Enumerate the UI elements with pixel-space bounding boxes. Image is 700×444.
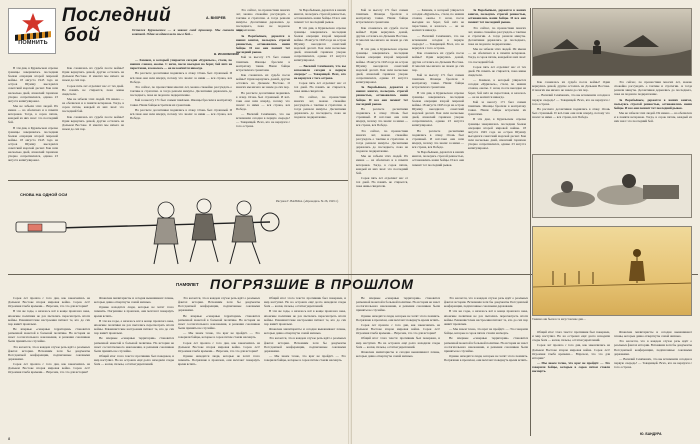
pamphlet-column-4 bbox=[264, 296, 346, 436]
photo-soldiers-rest bbox=[532, 154, 692, 218]
text-column-4 bbox=[236, 8, 290, 176]
paragraph: Однако находятся люди, которые не хотят этого помнить. Погрязшие в прошлом, они мечтают повернуть время вспять. bbox=[444, 353, 528, 363]
center-fold bbox=[348, 0, 352, 444]
photo-soldiers-field bbox=[532, 8, 692, 76]
paragraph: В эти же годы, а началось всё в конце прошлого века, японские политики не раз пытались пересмотреть итоги войны. Реваншистские настроения питают те, кто до сих пор живёт прошлым. bbox=[264, 309, 346, 326]
paragraph: Японские милитаристы и сегодня вынашивают планы, которые давно отвергнуты самой жизнью. bbox=[94, 296, 174, 305]
paragraph: Однако находятся люди, которые не хотят этого помнить. Погрязшие в прошлом, они мечтают повернуть время вспять. bbox=[356, 313, 440, 322]
pamphlet-title: ПОГРЯЗШИЕ В ПРОШЛОМ bbox=[210, 276, 414, 292]
paragraph: Не впервые «северные территории» становятся разменной монетой в большой политике. Но история не знает сослагательного наклонения, и решения союзников были приняты не случайно. bbox=[8, 327, 90, 344]
column-rule bbox=[530, 8, 531, 436]
paragraph: Это касается, что в каждом случае речь идёт о реальных фактах истории. Вспомним хотя бы документы Потсдамской конференции, подписанные союзными державами. bbox=[8, 344, 90, 361]
photo-landing-drawing bbox=[533, 227, 692, 316]
paragraph: Это сейчас, по прошествии многих лет, можно спокойно рассуждать о тактике и стратегии. А тогда решали минуты. Десантники держались до последнего, пока не подошло подкрепление. bbox=[614, 80, 692, 97]
text-column-1 bbox=[8, 66, 58, 176]
text-column-8 bbox=[468, 8, 526, 270]
paragraph: Однако находятся люди, которые не хотят этого помнить. Погрязшие в прошлом, они мечтают повернуть время вспять. bbox=[94, 305, 174, 318]
paragraph: В эти дни, в Курильском отрезке границы завершилась последняя боевая операция второй мировой войны. 18 августа 1945 года на остров Шумшу высадился советский морской десант. Бои шли несколько дней, японский гарнизон упорно сопротивлялся, однако 23 августа капитулировал. bbox=[356, 47, 408, 84]
paragraph: — Мы знаем точно, что враг не пройдёт. — Это говорили бойцы, которые в сорок пятом стояли насмерть. bbox=[178, 331, 260, 340]
paragraph: Это касается, что в каждом случае речь идёт о реальных фактах истории. Вспомним хотя бы документы Потсдамской конференции, подписанные союзными державами. bbox=[444, 296, 528, 309]
paragraph: — Камнем, в который упирается сегодня «Курильск», стали, по нашим словам, окопы. С ночи, после высадки на берег, бой шёл не переставая, и казалось — он не кончится никогда. bbox=[412, 8, 464, 33]
photo-landing-sepia bbox=[532, 226, 692, 316]
paragraph: Как сложилась их судьба после войны? Одни вернулись домой, другие остались на Дальнем Востоке. О многих мы ничего не знаем до сих пор. bbox=[532, 80, 610, 93]
paragraph: Мы не забыли этих людей. Их имена — на обелисках и в памяти ветеранов. Тогда, в сорок пятом, каждый из них знал: это последний бой. bbox=[468, 47, 526, 64]
paragraph: В эти дни, в Курильском отрезке границы завершилась последняя боевая операция второй мировой войны. 18 августа 1945 года на остров Шумшу высадился советский морской десант. Бои шли несколько дней, японский гарнизон упорно сопротивлялся, однако 23 августа капитулировал. bbox=[8, 125, 58, 163]
pamphlet-author: Ю. БАНДУРА bbox=[640, 432, 662, 436]
text-column-6 bbox=[356, 8, 408, 270]
cartoon-label: СНОВА НА ОДНОЙ ОСИ bbox=[20, 192, 68, 197]
paragraph: — Камнем, в который упирается сегодня «Курильск», стали, по нашим словам, окопы. С ночи, после высадки на берег, бой шёл не переставая, и казалось — он не кончится никогда. bbox=[468, 78, 526, 99]
paragraph: В эти же годы, а началось всё в конце прошлого века, японские политики не раз пытались пересмотреть итоги войны. Реваншистские настроения питают те, кто до сих пор живёт прошлым. bbox=[94, 318, 174, 336]
photo-caption: Такими они были в те августовские дни… bbox=[532, 317, 587, 321]
paragraph: — Камнем, в который упирается сегодня «Курильск», стали, по нашим словам, окопы. С ночи, после высадки на берег, бой шёл не переставая, и казалось — он не кончится никогда. bbox=[130, 58, 232, 71]
epigraph-text: Остался Курильским — я заявил свой приговор. Мы сказали это клятвой. Один за одним шли мы в бой… bbox=[132, 28, 242, 37]
text-column-3 bbox=[130, 58, 232, 176]
paragraph: Сорок пять лет отделяют нас от тех дней. Но память не стирается, пока живы свидетели. bbox=[468, 64, 526, 77]
paragraph: В эти дни, в Курильском отрезке границы завершилась последняя боевая операция второй мировой войны. 18 августа 1945 года на остров Шумшу высадился советский морской десант. Бои шли несколько дней, японский гарнизон упорно сопротивлялся, однако 23 августа капитулировал. bbox=[412, 90, 464, 128]
paragraph: Бой за высоту 171 был самым тяжёлым. Японцы бросили в контратаку танки. Наши бойцы встретили их гранатами. bbox=[356, 8, 408, 25]
text-column-7 bbox=[412, 8, 464, 270]
paragraph: Это сейчас, по прошествии многих лет, можно спокойно рассуждать о тактике и стратегии. А тогда решали минуты. Десантники держались до последнего, пока не подошло подкрепление. bbox=[294, 94, 346, 120]
pamphlet-column-1 bbox=[8, 296, 90, 436]
rubric-badge bbox=[8, 8, 56, 54]
paragraph: Сорок лет прошло с того дня, как закончились на Дальнем Востоке вторая мировая война. Сорок лет! Огромная глыба времени… Впрочем, что это для истории? bbox=[532, 343, 610, 360]
paragraph: Общий итог этого текста: противник был повержен, и мир наступил. Но на островах ещё долго находили следы боёв — каски, гильзы, остатки укреплений. bbox=[264, 296, 346, 309]
paragraph: На рассвете десантники поднялись в атаку. Огонь был страшный. И всё-таки они шли вперёд, потому что знали: за ними — вся страна, вся Победа. bbox=[356, 106, 408, 128]
paragraph: Японские милитаристы и сегодня вынашивают планы, которые давно отвергнуты самой жизнью. bbox=[264, 327, 346, 336]
paragraph: В эти же годы, а началось всё в конце прошлого века, японские политики не раз пытались пересмотреть итоги войны. Реваншистские настроения питают те, кто до сих пор живёт прошлым. bbox=[444, 309, 528, 326]
paragraph: В эти дни, в Курильском отрезке границы завершилась последняя боевая операция второй мировой войны. 18 августа 1945 года на остров Шумшу высадился советский морской десант. Бои шли несколько дней, японский гарнизон упорно сопротивлялся, однако 23 августа капитулировал. bbox=[294, 25, 346, 63]
paragraph: Сорок пять лет отделяют нас от тех дней. Но память не стирается, пока живы свидетели. bbox=[294, 81, 346, 94]
cartoon-snova-na-odnoi-osi bbox=[8, 184, 346, 272]
paragraph: — Василий Семёнович, что вы вспомнили сегодня в первую очередь? — Товарищей. Всех, кто не вернулся с того острова. bbox=[614, 356, 692, 370]
paragraph: Не впервые «северные территории» становятся разменной монетой в большой политике. Но история не знает сослагательного наклонения, и решения союзников были приняты не случайно. bbox=[178, 313, 260, 330]
paragraph: Бой за высоту 171 был самым тяжёлым. Японцы бросили в контратаку танки. Наши бойцы встретили их гранатами. bbox=[468, 99, 526, 117]
paragraph: Сорок пять лет отделяют нас от тех дней. Но память не стирается, пока живы свидетели. bbox=[62, 83, 124, 96]
paragraph: За Воробьёвым, держатся в наших книгах, пользуясь строгой ревностью, остановились наши бойцы. И все они помнят тот последний рывок. bbox=[614, 97, 692, 110]
paragraph: Сорок лет прошло с того дня, как закончились на Дальнем Востоке вторая мировая война. Сорок лет! Огромная глыба времени… Впрочем, что это для истории? bbox=[178, 340, 260, 353]
article-byline: А. ВИХРЕВ bbox=[206, 16, 226, 20]
photo-field-drawing bbox=[533, 9, 692, 76]
pamphlet-column-5 bbox=[356, 296, 440, 436]
paragraph: Бой за высоту 171 был самым тяжёлым. Японцы бросили в контратаку танки. Наши бойцы встретили их гранатами. bbox=[236, 55, 290, 72]
paragraph: За Воробьёвым, держатся в наших книгах, пользуясь строгой ревностью, остановились наши бойцы. И все они помнят тот последний рывок. bbox=[468, 8, 526, 25]
page-number: 8 bbox=[8, 436, 11, 441]
paragraph: Бой за высоту 171 был самым тяжёлым. Японцы бросили в контратаку танки. Наши бойцы встретили их гранатами. bbox=[130, 98, 232, 107]
text-column-9 bbox=[532, 80, 610, 150]
text-column-10 bbox=[614, 80, 692, 150]
paragraph: — Василий Семёнович, что вы вспомнили сегодня в первую очередь? — Товарищей. Всех, кто не вернулся с того острова. bbox=[236, 112, 290, 129]
paragraph: За Воробьёвым, держатся в наших книгах, пользуясь строгой ревностью, остановились наши бойцы. И все они помнят тот последний рывок. bbox=[412, 150, 464, 167]
paragraph: Это касается, что в каждом случае речь идёт о реальных фактах истории. Вспомним хотя бы документы Потсдамской конференции, подписанные союзными державами. bbox=[264, 336, 346, 353]
pamphlet-column-8 bbox=[614, 330, 692, 430]
paragraph: Японские милитаристы и сегодня вынашивают планы, которые давно отвергнуты самой жизнью. bbox=[356, 349, 440, 358]
article-kicker: ПАМФЛЕТ bbox=[176, 282, 199, 287]
paragraph: Не впервые «северные территории» становятся разменной монетой в большой политике. Но история не знает сослагательного наклонения, и решения союзников были приняты не случайно. bbox=[94, 336, 174, 353]
paragraph: — Василий Семёнович, что вы вспомнили сегодня в первую очередь? — Товарищей. Всех, кто не вернулся с того острова. bbox=[532, 93, 610, 106]
paragraph: Общий итог этого текста: противник был повержен, и мир наступил. Но на островах ещё долго находили следы боёв — каски, гильзы, остатки укреплений. bbox=[94, 353, 174, 367]
paragraph: Не впервые «северные территории» становятся разменной монетой в большой политике. Но история не знает сослагательного наклонения, и решения союзников были приняты не случайно. bbox=[444, 336, 528, 353]
paragraph: На рассвете десантники поднялись в атаку. Огонь был страшный. И всё-таки они шли вперёд, потому что знали: за ними — вся страна, вся Победа. bbox=[130, 71, 232, 84]
paragraph: Как сложилась их судьба после войны? Одни вернулись домой, другие остались на Дальнем Востоке. О многих мы ничего не знаем до сих пор. bbox=[356, 25, 408, 46]
paragraph: Как сложилась их судьба после войны? Одни вернулись домой, другие остались на Дальнем Востоке. О многих мы ничего не знаем до сих пор. bbox=[62, 114, 124, 131]
paragraph: Как сложилась их судьба после войны? Одни вернулись домой, другие остались на Дальнем Востоке. О многих мы ничего не знаем до сих пор. bbox=[412, 51, 464, 72]
paragraph: Это касается, что в каждом случае речь идёт о реальных фактах истории. Вспомним хотя бы документы Потсдамской конференции, подписанные союзными державами. bbox=[614, 339, 692, 356]
paragraph: Это сейчас, по прошествии многих лет, можно спокойно рассуждать о тактике и стратегии. А тогда решали минуты. Десантники держались до последнего, пока не подошло подкрепление. bbox=[130, 84, 232, 98]
paragraph: Это сейчас, по прошествии многих лет, можно спокойно рассуждать о тактике и стратегии. А тогда решали минуты. Десантники держались до последнего, пока не подошло подкрепление. bbox=[468, 25, 526, 46]
paragraph: Это касается, что в каждом случае речь идёт о реальных фактах истории. Вспомним хотя бы документы Потсдамской конференции, подписанные союзными державами. bbox=[178, 296, 260, 313]
cartoon-credit: Рисунок Г. ВАЛЬКА. («Крокодил» № 26, 1945 г.) bbox=[276, 199, 339, 203]
paragraph: За Воробьёвым, держатся в наших книгах, пользуясь строгой ревностью, остановились наши бойцы. И все они помнят тот последний рывок. bbox=[294, 8, 346, 25]
paragraph: Мы не забыли этих людей. Их имена — на обелисках и в памяти ветеранов. Тогда, в сорок пятом, каждый из них знал: это последний бой. bbox=[62, 97, 124, 114]
paragraph: Мы не забыли этих людей. Их имена — на обелисках и в памяти ветеранов. Тогда, в сорок пятом, каждый из них знал: это последний бой. bbox=[356, 154, 408, 175]
paragraph: Однако находятся люди, которые не хотят этого помнить. Погрязшие в прошлом, они мечтают повернуть время вспять. bbox=[178, 353, 260, 367]
rubric-label: ПОМНИТЬ bbox=[18, 40, 48, 46]
paragraph: — Василий Семёнович, что вы вспомнили сегодня в первую очередь? — Товарищей. Всех, кто не вернулся с того острова. bbox=[412, 33, 464, 51]
paragraph: Сорок лет прошло с того дня, как закончились на Дальнем Востоке вторая мировая война. Сорок лет! Огромная глыба времени… Впрочем, что это для истории? bbox=[8, 296, 90, 309]
pamphlet-column-7 bbox=[532, 330, 610, 436]
paragraph: Не впервые «северные территории» становятся разменной монетой в большой политике. Но история не знает сослагательного наклонения, и решения союзников были приняты не случайно. bbox=[356, 296, 440, 313]
article-title-line1: Последний bbox=[62, 5, 172, 26]
paragraph: Общий итог этого текста: противник был повержен, и мир наступил. Но на островах ещё долго находили следы боёв — каски, гильзы, остатки укреплений. bbox=[356, 336, 440, 349]
paragraph: Сорок лет прошло с того дня, как закончились на Дальнем Востоке вторая мировая война. Сорок лет! Огромная глыба времени… Впрочем, что это для истории? bbox=[8, 362, 90, 375]
paragraph: — Василий Семёнович, что вы вспомнили сегодня в первую очередь? — Товарищей. Всех, кто не вернулся с того острова. bbox=[294, 63, 346, 80]
paragraph: Японские милитаристы и сегодня вынашивают планы, которые давно отвергнуты самой жизнью. bbox=[614, 330, 692, 339]
photo-rest-drawing bbox=[533, 155, 692, 218]
paragraph: Как сложилась их судьба после войны? Одни вернулись домой, другие остались на Дальнем Востоке. О многих мы ничего не знаем до сих пор. bbox=[236, 72, 290, 90]
paragraph: Как сложилась их судьба после войны? Одни вернулись домой, другие остались на Дальнем Востоке. О многих мы ничего не знаем до сих пор. bbox=[62, 66, 124, 83]
article-title-line2: бой bbox=[64, 25, 101, 46]
paragraph: В эти дни, в Курильском отрезке границы завершилась последняя боевая операция второй мировой войны. 18 августа 1945 года на остров Шумшу высадился советский морской десант. Бои шли несколько дней, японский гарнизон упорно сопротивлялся, однако 23 августа капитулировал. bbox=[8, 66, 58, 103]
paragraph: На рассвете десантники поднялись в атаку. Огонь был страшный. И всё-таки они шли вперёд, потому что знали: за ними — вся страна, вся Победа. bbox=[412, 128, 464, 149]
paragraph: Сорок лет прошло с того дня, как закончились на Дальнем Востоке вторая мировая война. Сорок лет! Огромная глыба времени… Впрочем, что это для истории? bbox=[356, 322, 440, 336]
paragraph: В эти же годы, а началось всё в конце прошлого века, японские политики не раз пытались пересмотреть итоги войны. Реваншистские настроения питают те, кто до сих пор живёт прошлым. bbox=[8, 309, 90, 326]
paragraph: За Воробьёвым, держатся в наших книгах, пользуясь строгой ревностью, остановились наши бойцы. И все они помнят тот последний рывок. bbox=[356, 85, 408, 106]
text-column-2 bbox=[62, 66, 124, 176]
paragraph: За Воробьёвым, держатся в наших книгах, пользуясь строгой ревностью, остановились наши бойцы. И все они помнят тот последний рывок. bbox=[236, 33, 290, 55]
paragraph: Бой за высоту 171 был самым тяжёлым. Японцы бросили в контратаку танки. Наши бойцы встретили их гранатами. bbox=[412, 72, 464, 90]
cartoon-drawing bbox=[8, 184, 346, 272]
text-column-5 bbox=[294, 8, 346, 176]
paragraph: Мы не забыли этих людей. Их имена — на обелисках и в памяти ветеранов. Тогда, в сорок пятом, каждый из них знал: это последний бой. bbox=[614, 111, 692, 124]
paragraph: — Мы знаем точно, что враг не пройдёт. — Это говорили бойцы, которые в сорок пятом стояли насмерть. bbox=[444, 327, 528, 336]
red-star-icon bbox=[22, 13, 44, 33]
paragraph: В эти дни, в Курильском отрезке границы завершилась последняя боевая операция второй мировой войны. 18 августа 1945 года на остров Шумшу высадился советский морской десант. Бои шли несколько дней, японский гарнизон упорно сопротивлялся, однако 23 августа капитулировал. bbox=[468, 117, 526, 151]
pamphlet-column-6 bbox=[444, 296, 528, 436]
paragraph: — Мы знаем точно, что враг не пройдёт. — Это говорили бойцы, которые в сорок пятом стояли насмерть. bbox=[532, 361, 610, 374]
paragraph: Это сейчас, по прошествии многих лет, можно спокойно рассуждать о тактике и стратегии. А тогда решали минуты. Десантники держались до последнего, пока не подошло подкрепление. bbox=[236, 8, 290, 33]
paragraph: Сорок пять лет отделяют нас от тех дней. Но память не стирается, пока живы свидетели. bbox=[356, 175, 408, 189]
paragraph: На рассвете десантники поднялись в атаку. Огонь был страшный. И всё-таки они шли вперёд, потому что знали: за ними — вся страна, вся Победа. bbox=[130, 107, 232, 120]
pamphlet-column-2 bbox=[94, 296, 174, 436]
paragraph: Мы не забыли этих людей. Их имена — на обелисках и в памяти ветеранов. Тогда, в сорок пятом, каждый из них знал: это последний бой. bbox=[8, 104, 58, 125]
pamphlet-column-3 bbox=[178, 296, 260, 436]
paragraph: На рассвете десантники поднялись в атаку. Огонь был страшный. И всё-таки они шли вперёд, потому что знали: за ними — вся страна, вся Победа. bbox=[236, 90, 290, 111]
paragraph: На рассвете десантники поднялись в атаку. Огонь был страшный. И всё-таки они шли вперёд, потому что знали: за ними — вся страна, вся Победа. bbox=[532, 106, 610, 120]
paragraph: — Мы знаем точно, что враг не пройдёт. — Это говорили бойцы, которые в сорок пятом стояли насмерть. bbox=[264, 353, 346, 363]
epigraph-author: В. ИСАКОВСКИЙ bbox=[214, 52, 239, 56]
paragraph: Это сейчас, по прошествии многих лет, можно спокойно рассуждать о тактике и стратегии. А тогда решали минуты. Десантники держались до последнего, пока не подошло подкрепление. bbox=[356, 128, 408, 154]
divider bbox=[8, 180, 348, 181]
paragraph: Общий итог этого текста: противник был повержен, и мир наступил. Но на островах ещё долго находили следы боёв — каски, гильзы, остатки укреплений. bbox=[532, 330, 610, 343]
